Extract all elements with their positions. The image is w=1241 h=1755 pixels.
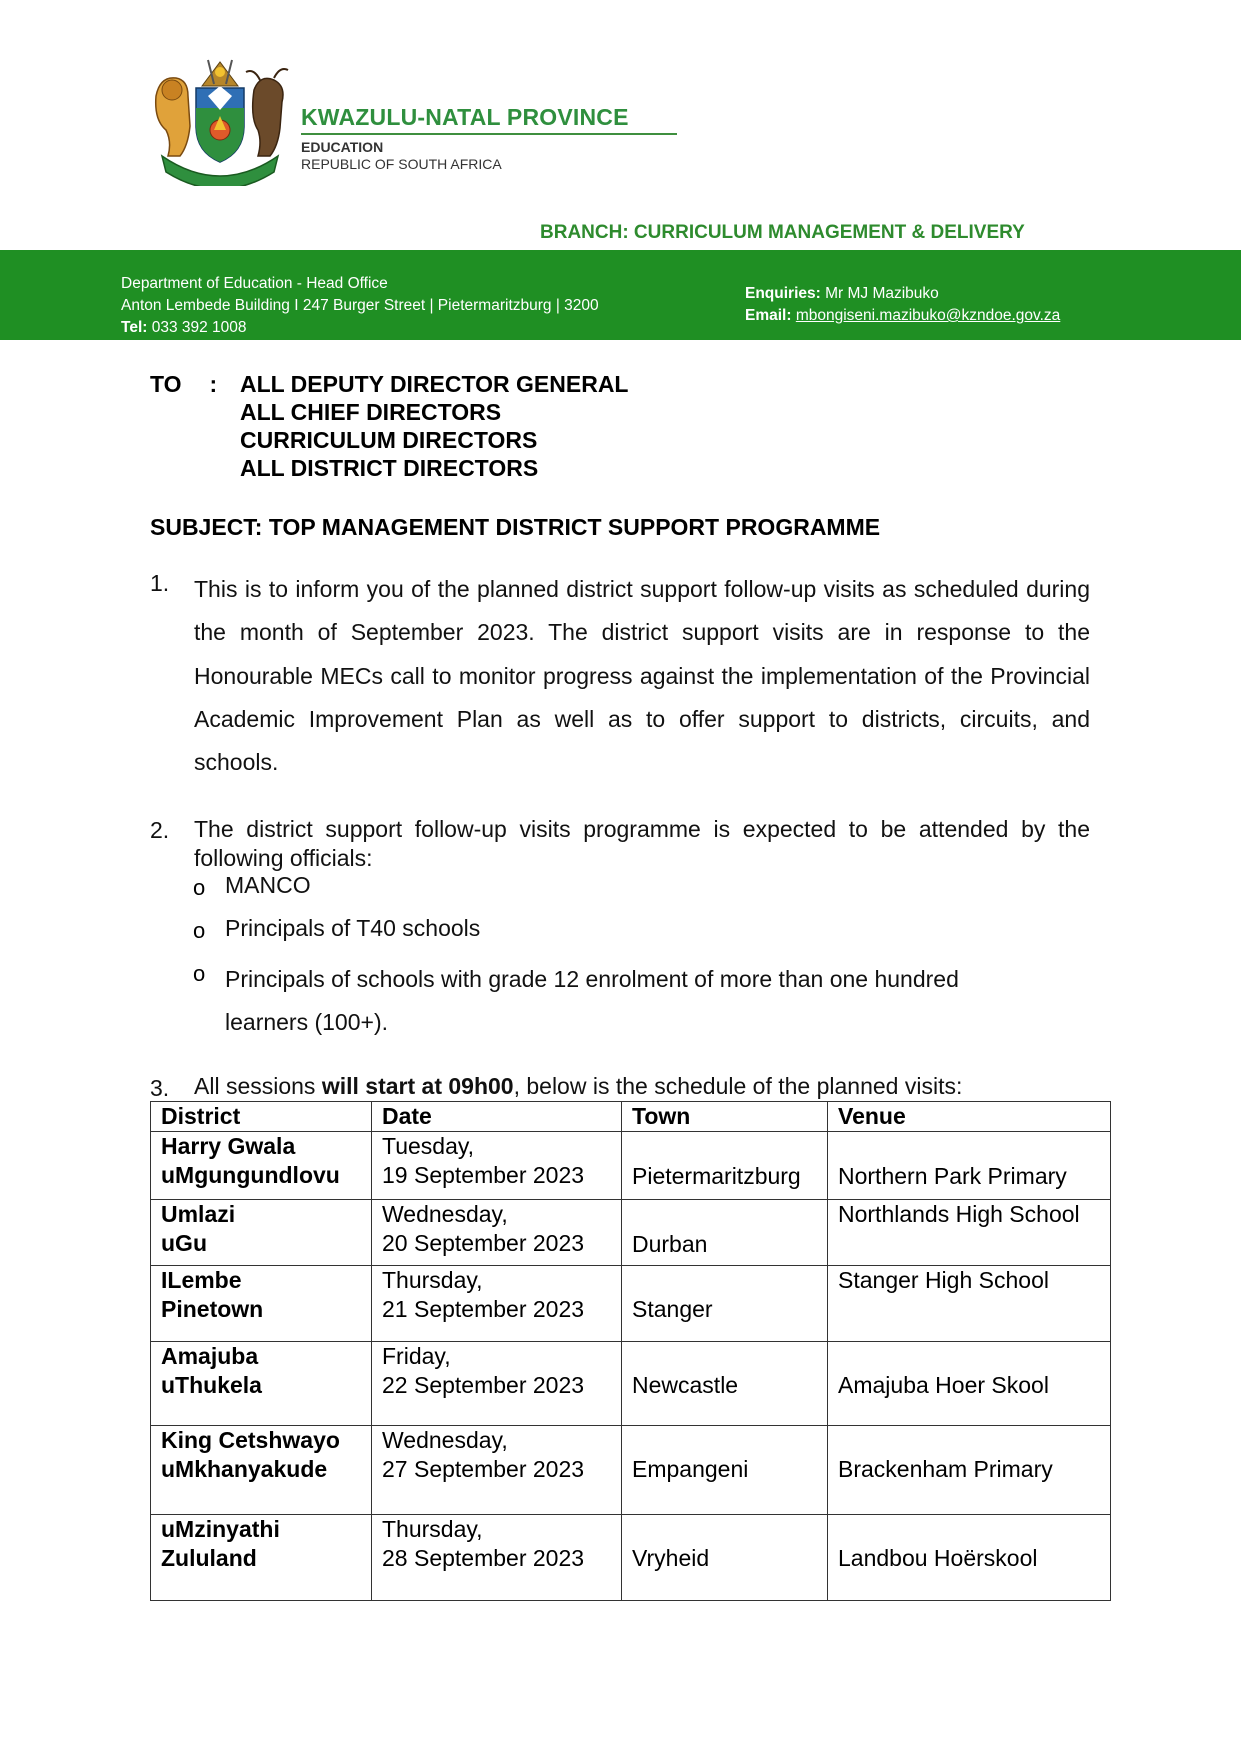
- district-cell: [151, 1342, 372, 1426]
- date-text: 19 September 2023: [382, 1162, 585, 1188]
- recipient-list: [240, 370, 628, 482]
- email-line: [745, 305, 1060, 327]
- town-text: Stanger: [632, 1296, 713, 1322]
- brand-divider: [301, 133, 677, 135]
- district-name: uMkhanyakude: [161, 1456, 328, 1482]
- date-cell: [372, 1515, 622, 1601]
- table-row: [151, 1132, 1111, 1200]
- paragraph-2-text: The district support follow-up visits programme is expected to be attended by the following officials:: [194, 816, 1090, 871]
- venue-text: Brackenham Primary: [838, 1456, 1053, 1482]
- venue-cell: [828, 1515, 1111, 1601]
- date-text: 27 September 2023: [382, 1456, 585, 1482]
- coat-of-arms-logo: [150, 56, 290, 186]
- table-row: [151, 1266, 1111, 1342]
- letterhead-brand: [301, 104, 677, 173]
- district-cell: [151, 1132, 372, 1200]
- table-row: [151, 1200, 1111, 1266]
- office-line-1: Department of Education - Head Office: [121, 275, 388, 292]
- venue-cell: [828, 1342, 1111, 1426]
- district-name: Amajuba: [161, 1343, 259, 1369]
- district-cell: [151, 1426, 372, 1515]
- date-cell: [372, 1200, 622, 1266]
- memo-subject: SUBJECT: TOP MANAGEMENT DISTRICT SUPPORT PROGRAMME: [150, 514, 881, 540]
- table-row: [151, 1426, 1111, 1515]
- table-row: [151, 1342, 1111, 1426]
- branch-title: BRANCH: CURRICULUM MANAGEMENT & DELIVERY: [540, 222, 1025, 243]
- day-text: Thursday,: [382, 1267, 483, 1293]
- venue-text: Amajuba Hoer Skool: [838, 1372, 1049, 1398]
- town-cell: [622, 1266, 828, 1342]
- paragraph-3-number: 3.: [150, 1075, 170, 1101]
- date-cell: [372, 1266, 622, 1342]
- district-name: Umlazi: [161, 1201, 236, 1227]
- day-text: Wednesday,: [382, 1201, 508, 1227]
- district-name: Harry Gwala: [161, 1133, 296, 1159]
- column-header-date: Date: [372, 1102, 622, 1132]
- paragraph-1-text: This is to inform you of the planned district support follow-up visits as scheduled during the month of September 2023. The district support visits are in response to the Honourable MECs call to monitor progress against the implementation of the Provincial Academic Improvement Plan as well as to offer support to districts, circuits, and schools.: [194, 576, 1090, 776]
- p3-bold: will start at 09h00: [321, 1073, 514, 1099]
- town-cell: [622, 1426, 828, 1515]
- enquiries-value: Mr MJ Mazibuko: [820, 285, 939, 302]
- column-header-district: District: [151, 1102, 372, 1132]
- recipient-item: ALL DEPUTY DIRECTOR GENERAL: [240, 371, 629, 397]
- to-label-text: TO: [150, 371, 182, 397]
- venue-cell: Northern Park Primary: [828, 1132, 1111, 1200]
- to-label: [150, 370, 217, 398]
- bullet-marker: o: [193, 961, 206, 986]
- date-cell: [372, 1342, 622, 1426]
- date-text: 28 September 2023: [382, 1545, 585, 1571]
- venue-text: Landbou Hoërskool: [838, 1545, 1038, 1571]
- p3-post: , below is the schedule of the planned visits:: [513, 1073, 963, 1099]
- tel-value: 033 392 1008: [147, 319, 247, 336]
- bullet-item: Principals of schools with grade 12 enrolment of more than one hundred learners (100+).: [225, 966, 959, 1035]
- district-name: ILembe: [161, 1267, 242, 1293]
- district-cell: [151, 1200, 372, 1266]
- date-text: 22 September 2023: [382, 1372, 585, 1398]
- date-cell: [372, 1132, 622, 1200]
- column-header-town: Town: [622, 1102, 828, 1132]
- district-name: uGu: [161, 1230, 207, 1256]
- day-text: Friday,: [382, 1343, 451, 1369]
- province-name: KWAZULU-NATAL PROVINCE: [301, 104, 629, 130]
- venue-cell: Stanger High School: [828, 1266, 1111, 1342]
- enquiries-line: [745, 283, 1060, 305]
- day-text: Thursday,: [382, 1516, 483, 1542]
- date-text: 21 September 2023: [382, 1296, 585, 1322]
- venue-cell: [828, 1426, 1111, 1515]
- bullet-item: Principals of T40 schools: [225, 915, 481, 941]
- district-name: Zululand: [161, 1545, 257, 1571]
- bullet-marker: o: [193, 875, 206, 900]
- district-name: King Cetshwayo: [161, 1427, 340, 1453]
- enquiries-label: Enquiries:: [745, 285, 821, 302]
- district-name: uMzinyathi: [161, 1516, 280, 1542]
- recipient-item: ALL CHIEF DIRECTORS: [240, 399, 502, 425]
- district-cell: [151, 1266, 372, 1342]
- paragraph-1-number: 1.: [150, 570, 170, 596]
- tel-label: Tel:: [121, 319, 148, 336]
- bullet-marker: o: [193, 918, 206, 943]
- bullet-item: MANCO: [225, 872, 311, 898]
- district-name: uThukela: [161, 1372, 262, 1398]
- district-cell: [151, 1515, 372, 1601]
- day-text: Wednesday,: [382, 1427, 508, 1453]
- table-header-row: [151, 1102, 1111, 1132]
- recipient-item: CURRICULUM DIRECTORS: [240, 427, 538, 453]
- office-line-2: Anton Lembede Building I 247 Burger Street | Pietermaritzburg | 3200: [121, 297, 599, 314]
- town-cell: [622, 1515, 828, 1601]
- town-text: Empangeni: [632, 1456, 749, 1482]
- town-cell: Pietermaritzburg: [622, 1132, 828, 1200]
- email-link[interactable]: mbongiseni.mazibuko@kzndoe.gov.za: [795, 307, 1061, 324]
- town-text: Newcastle: [632, 1372, 739, 1398]
- paragraph-2-number: 2.: [150, 817, 170, 843]
- email-label: Email:: [745, 307, 792, 324]
- paragraph-3-text: [194, 1073, 962, 1100]
- country-name: REPUBLIC OF SOUTH AFRICA: [301, 156, 502, 172]
- office-tel: [121, 317, 599, 339]
- schedule-table: [150, 1101, 1111, 1601]
- table-row: [151, 1515, 1111, 1601]
- date-text: 20 September 2023: [382, 1230, 585, 1256]
- department-name: EDUCATION: [301, 139, 384, 155]
- town-cell: Durban: [622, 1200, 828, 1266]
- venue-cell: Northlands High School: [828, 1200, 1111, 1266]
- district-name: uMgungundlovu: [161, 1162, 340, 1188]
- district-name: Pinetown: [161, 1296, 264, 1322]
- office-address: [121, 273, 599, 339]
- contact-details: [745, 283, 1060, 327]
- town-text: Vryheid: [632, 1545, 710, 1571]
- day-text: Tuesday,: [382, 1133, 475, 1159]
- recipient-item: ALL DISTRICT DIRECTORS: [240, 455, 539, 481]
- to-colon: :: [209, 371, 218, 397]
- date-cell: [372, 1426, 622, 1515]
- column-header-venue: Venue: [828, 1102, 1111, 1132]
- p3-pre: All sessions: [194, 1073, 322, 1099]
- town-cell: [622, 1342, 828, 1426]
